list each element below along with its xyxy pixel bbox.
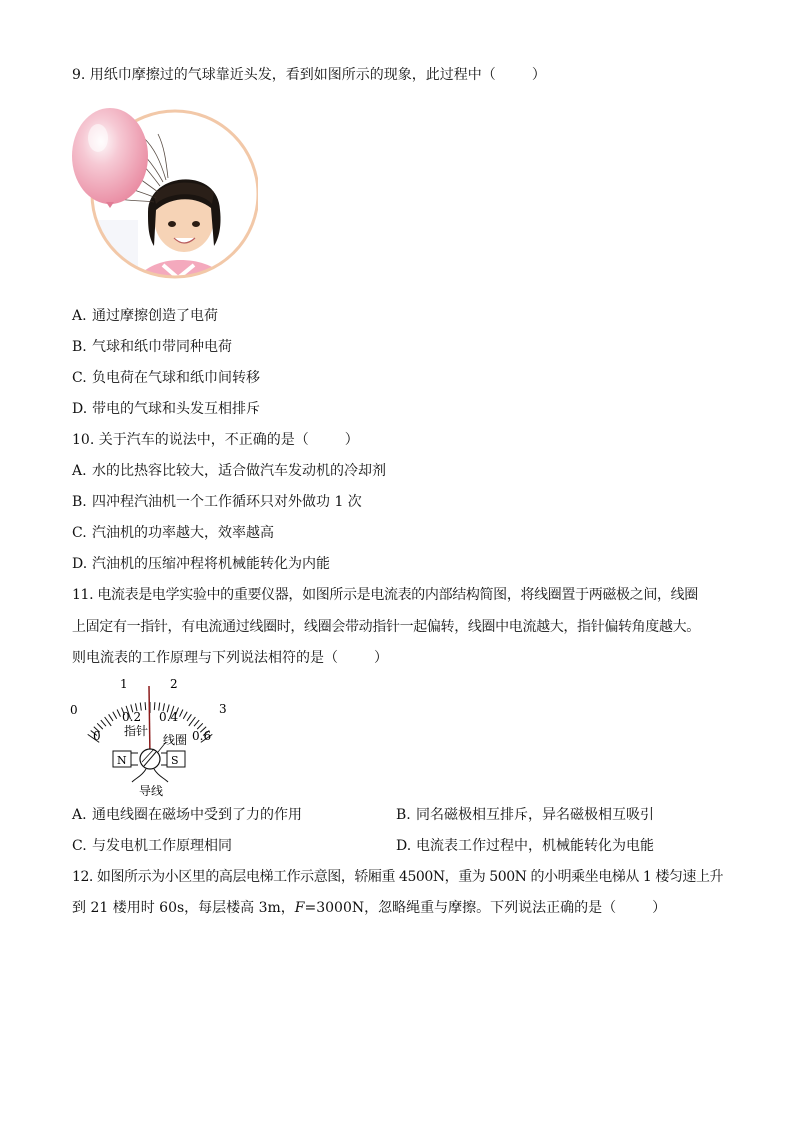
pointer-needle bbox=[149, 686, 150, 758]
q12-stem-line1: 12. 如图所示为小区里的高层电梯工作示意图，轿厢重 4500N，重为 500N 的小明乘坐电梯从 1 楼匀速上升 bbox=[72, 869, 724, 885]
upper-scale-2: 2 bbox=[170, 677, 178, 691]
wire-left bbox=[132, 769, 146, 782]
scale-tick bbox=[145, 702, 146, 710]
option-label: A. bbox=[72, 308, 87, 324]
q10-option-b[interactable] bbox=[72, 492, 362, 512]
q12-stem-line2 bbox=[72, 898, 666, 918]
q12-stem-text-a: 到 21 楼用时 60s，每层楼高 3m， bbox=[72, 900, 295, 916]
q11-option-d[interactable] bbox=[396, 836, 654, 856]
option-text: 水的比热容比较大，适合做汽车发动机的冷却剂 bbox=[92, 463, 386, 479]
q9-stem-text: 9. 用纸巾摩擦过的气球靠近头发，看到如图所示的现象，此过程中（ bbox=[72, 67, 496, 83]
option-label: B. bbox=[72, 494, 87, 510]
q12-stem-close: ） bbox=[652, 900, 667, 916]
wire-label: 导线 bbox=[139, 784, 164, 798]
ammeter-diagram bbox=[66, 672, 236, 800]
q10-stem-text: 10. 关于汽车的说法中，不正确的是（ bbox=[72, 432, 309, 448]
option-label: C. bbox=[72, 525, 87, 541]
q10-stem-close: ） bbox=[344, 432, 359, 448]
scale-tick bbox=[154, 702, 155, 710]
q11-option-a[interactable] bbox=[72, 805, 302, 825]
q12-stem-text-b: =3000N，忽略绳重与摩擦。下列说法正确的是（ bbox=[304, 900, 617, 916]
q9-option-c[interactable] bbox=[72, 368, 260, 388]
lower-scale-0: 0 bbox=[93, 729, 101, 743]
option-text: 通电线圈在磁场中受到了力的作用 bbox=[92, 807, 302, 823]
option-text: 与发电机工作原理相同 bbox=[92, 838, 232, 854]
q9-stem-close: ） bbox=[531, 67, 546, 83]
q11-stem-text: 则电流表的工作原理与下列说法相符的是（ bbox=[72, 650, 338, 666]
q11-stem-line1: 11. 电流表是电学实验中的重要仪器，如图所示是电流表的内部结构简图，将线圈置于两磁极之间，线圈 bbox=[72, 587, 698, 603]
south-label: S bbox=[171, 754, 179, 767]
q11-stem-close: ） bbox=[374, 650, 388, 666]
option-label: D. bbox=[72, 401, 88, 417]
q11-option-c[interactable] bbox=[72, 836, 232, 856]
option-text: 汽油机的压缩冲程将机械能转化为内能 bbox=[92, 556, 330, 572]
option-text: 四冲程汽油机一个工作循环只对外做功 1 次 bbox=[92, 494, 362, 510]
option-text: 电流表工作过程中，机械能转化为电能 bbox=[416, 838, 654, 854]
q11-stem-line3 bbox=[72, 648, 388, 668]
option-text: 同名磁极相互排斥，异名磁极相互吸引 bbox=[416, 807, 654, 823]
scale-tick bbox=[187, 714, 191, 721]
lower-scale-0-4: 0.4 bbox=[159, 710, 179, 724]
lower-scale-0-2: 0.2 bbox=[122, 710, 142, 724]
option-text: 通过摩擦创造了电荷 bbox=[92, 308, 218, 324]
option-label: D. bbox=[72, 556, 88, 572]
scale-tick bbox=[183, 712, 187, 719]
q11-option-b[interactable] bbox=[396, 805, 654, 825]
lower-scale-0-6: 0.6 bbox=[192, 729, 212, 743]
option-label: C. bbox=[72, 838, 87, 854]
coil-label: 线圈 bbox=[163, 733, 188, 747]
scale-tick bbox=[180, 710, 183, 717]
option-text: 气球和纸巾带同种电荷 bbox=[92, 339, 232, 355]
q9-stem bbox=[72, 65, 546, 85]
scale-tick bbox=[101, 720, 106, 726]
q11-stem-line2: 上固定有一指针，有电流通过线圈时，线圈会带动指针一起偏转，线圈中电流越大，指针偏转角度越大。 bbox=[72, 619, 700, 635]
wire-right bbox=[154, 769, 168, 782]
scale-tick bbox=[194, 720, 199, 726]
scale-tick bbox=[117, 710, 120, 717]
q10-option-d[interactable] bbox=[72, 554, 330, 574]
north-label: N bbox=[117, 754, 127, 767]
scale-tick bbox=[109, 714, 113, 721]
upper-scale-3: 3 bbox=[219, 702, 227, 716]
q9-option-a[interactable] bbox=[72, 306, 218, 326]
option-text: 带电的气球和头发互相排斥 bbox=[92, 401, 260, 417]
option-label: B. bbox=[72, 339, 87, 355]
force-symbol: F bbox=[294, 900, 305, 916]
option-text: 汽油机的功率越大，效率越高 bbox=[92, 525, 274, 541]
q10-stem bbox=[72, 430, 359, 450]
scale-tick bbox=[105, 717, 112, 726]
pointer-label: 指针 bbox=[124, 724, 149, 738]
option-label: A. bbox=[72, 807, 87, 823]
upper-scale-1: 1 bbox=[120, 677, 128, 691]
upper-scale-0: 0 bbox=[70, 703, 78, 717]
scale-tick bbox=[113, 712, 117, 719]
option-label: A. bbox=[72, 463, 87, 479]
q9-option-d[interactable] bbox=[72, 399, 260, 419]
scale-tick bbox=[189, 717, 196, 726]
q10-option-c[interactable] bbox=[72, 523, 274, 543]
q10-option-a[interactable] bbox=[72, 461, 386, 481]
option-label: B. bbox=[396, 807, 411, 823]
option-label: C. bbox=[72, 370, 87, 386]
option-text: 负电荷在气球和纸巾间转移 bbox=[92, 370, 260, 386]
q9-option-b[interactable] bbox=[72, 337, 232, 357]
option-label: D. bbox=[396, 838, 412, 854]
balloon-hair-photo bbox=[68, 100, 258, 292]
